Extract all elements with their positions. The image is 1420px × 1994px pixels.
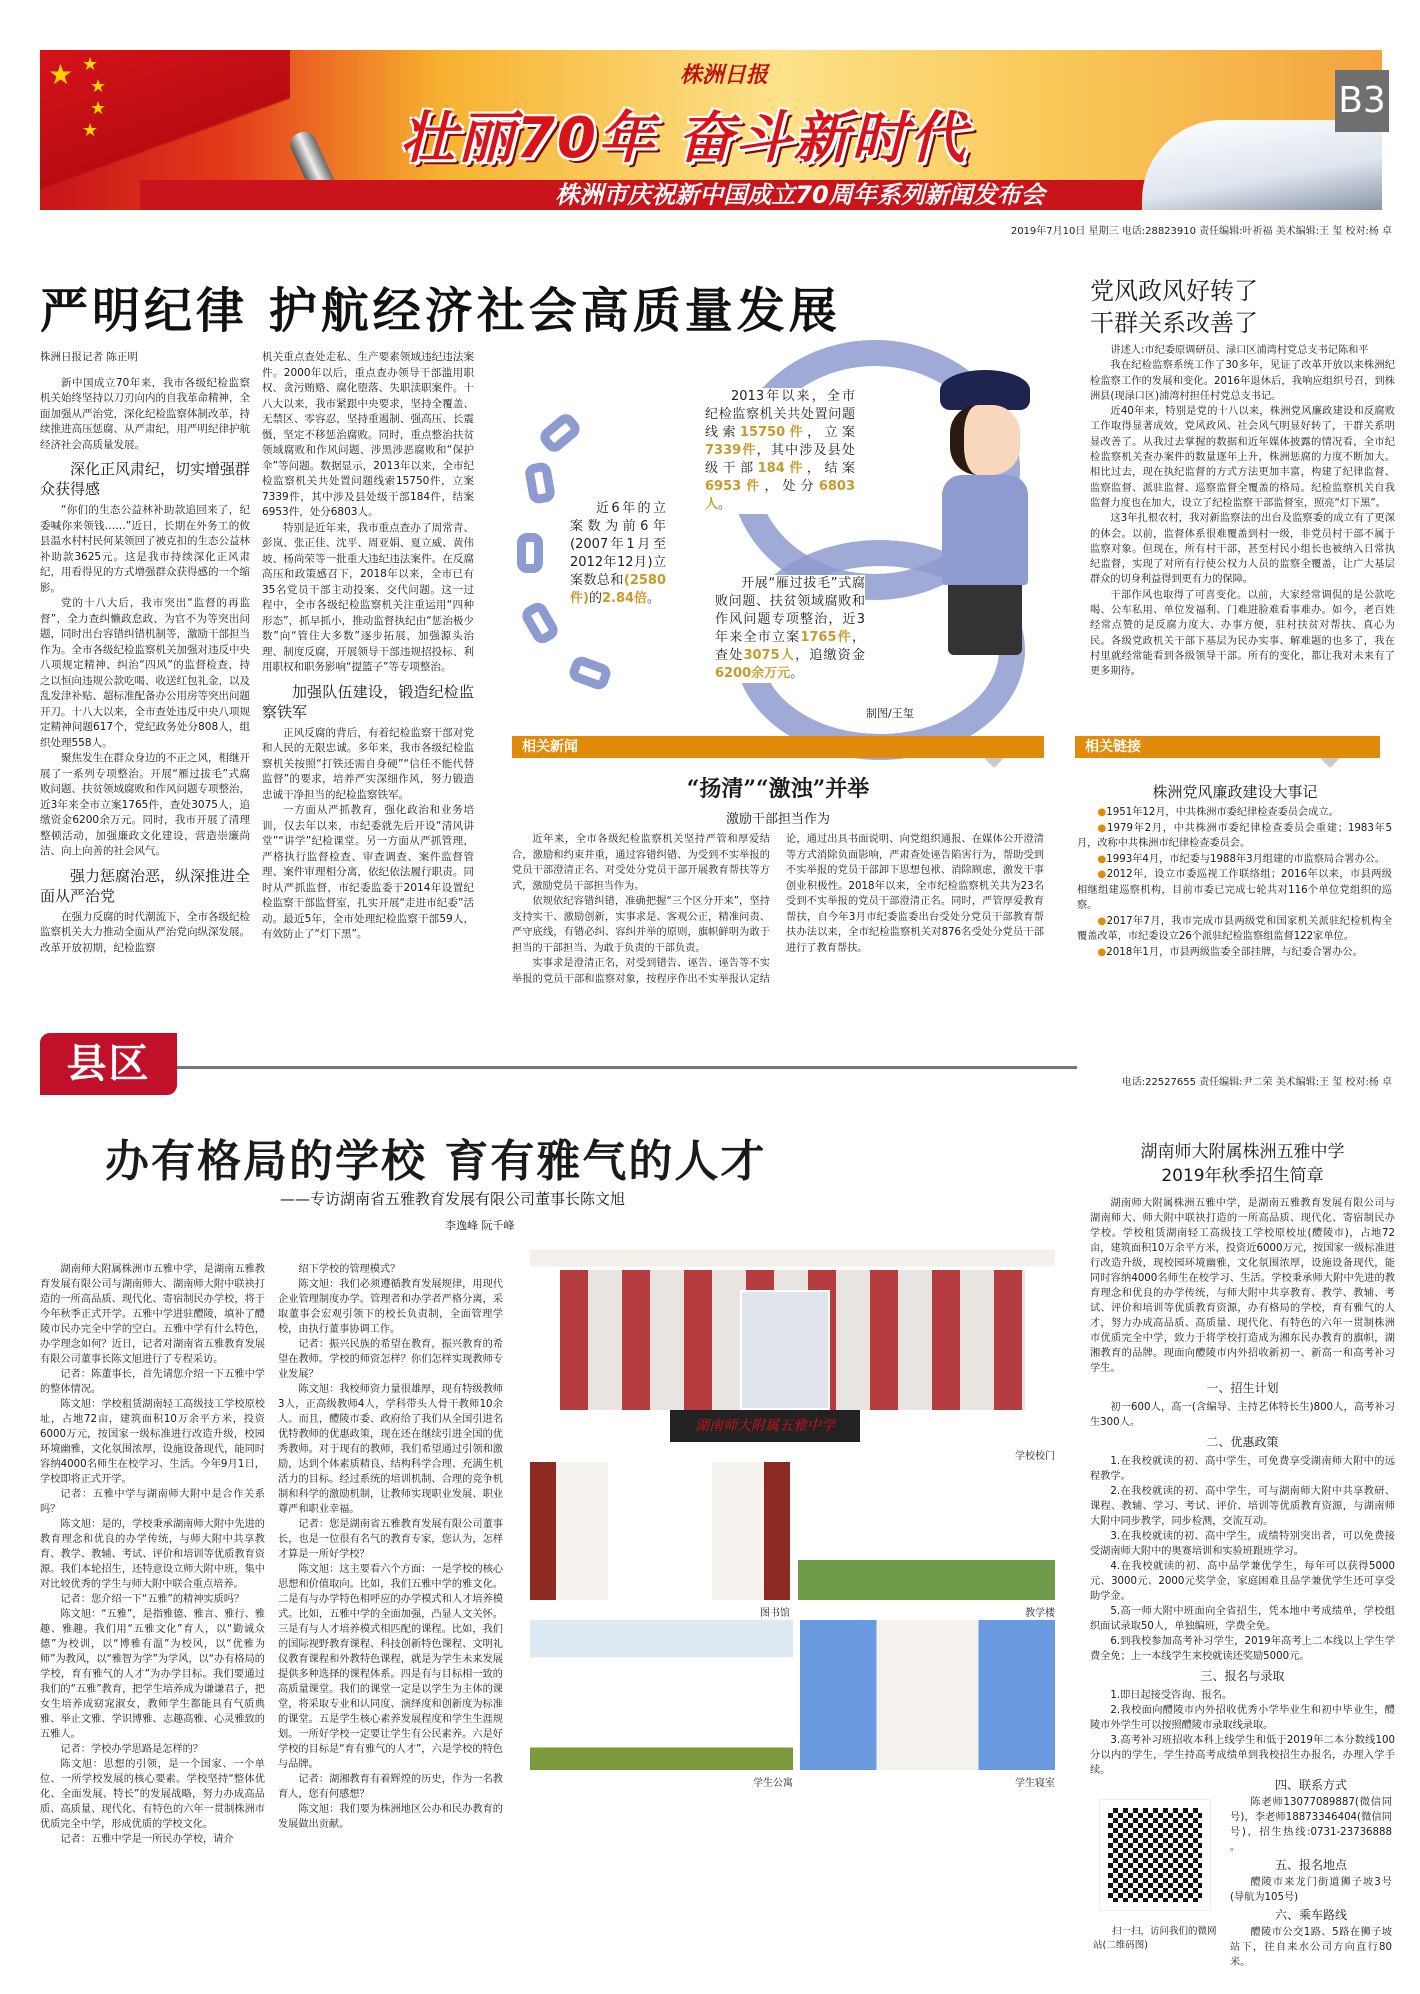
admission-title-line2: 2019年秋季招生简章 [1161, 1166, 1324, 1186]
stat-text: ，结案 [806, 461, 855, 476]
paragraph: 新中国成立70年来，我市各级纪检监察机关始终坚持以刀刃向内的自我革命精神，全面加强从严治党，深化纪检监察体制改革，持续推进高压惩腐、从严肃纪，用严明纪律护航经济社会高质量发展。 [40, 376, 250, 451]
stat-number: 1765件 [800, 630, 852, 645]
address-text: 醴陵市来龙门街道狮子坡3号(导航为105号) [1230, 1877, 1392, 1903]
paragraph: 记者：陈董事长，首先请您介绍一下五雅中学的整体情况。 [40, 1369, 265, 1395]
atrium-graphic [740, 1290, 830, 1410]
interview-column-2 [278, 1262, 503, 1987]
qr-caption: 扫一扫，访问我们的微网站(二维码图) [1093, 1926, 1217, 1951]
stat-text: 。 [718, 497, 732, 512]
star-icon: ★ [90, 76, 107, 97]
paragraph: 1.在我校就读的初、高中学生，可免费享受湖南师大附中的远程教学。 [1090, 1456, 1395, 1482]
speaker: 讲述人:市纪委原调研员、渌口区浦湾村党总支书记陈和平 [1110, 345, 1369, 356]
route-text: 醴陵市公交1路、5路在狮子坡站下，往自来水公司方向直行80米。 [1230, 1927, 1392, 1968]
paragraph: 记者：五雅中学与湖南师大附中是合作关系吗？ [40, 1489, 265, 1515]
banner-subtitle: 株洲市庆祝新中国成立70周年系列新闻发布会 [140, 180, 1180, 210]
related-news-body [512, 832, 1044, 1012]
timeline-text: 1951年12月，中共株洲市委纪律检查委员会成立。 [1106, 807, 1339, 818]
bullet-icon: ● [1097, 869, 1107, 880]
sidebar-headline-line1: 党风政风好转了 [1090, 277, 1258, 305]
star-icon: ★ [48, 58, 74, 91]
photo-caption: 学生寝室 [1015, 1778, 1055, 1789]
section-label-county: 县区 [40, 1033, 177, 1095]
stat-number: 6200余万元 [715, 666, 791, 681]
paragraph: 4.在我校就读的初、高中品学兼优学生，每年可以获得5000元、3000元、2000元奖学金，家庭困难且品学兼优学生还可享受助学金。 [1090, 1561, 1395, 1602]
bullet-icon: ● [1097, 822, 1108, 834]
chain-link [519, 599, 562, 647]
admission-title [1090, 1140, 1395, 1188]
stat-number: 2.84倍 [601, 591, 648, 606]
paragraph: 陈文旭：我们要为株洲地区公办和民办教育的发展做出贡献。 [278, 1804, 503, 1830]
stat-text: 的 [588, 591, 602, 606]
section-text: 初一600人，高一(含编导、主持艺体特长生)800人，高考补习生300人。 [1090, 1402, 1395, 1428]
stat-text: ，立案 [807, 425, 855, 440]
dormitory-photo [800, 1620, 1055, 1770]
stat-number: 3075人 [743, 648, 796, 663]
skirt-graphic [948, 585, 1022, 655]
school-gate-photo [530, 1250, 1055, 1442]
bullet-icon: ● [1097, 807, 1107, 818]
timeline-text: 2017年7月，我市完成市县两级党和国家机关派驻纪检机构全覆盖改革，市纪委设立26个派驻纪检监察组监督122家单位。 [1077, 915, 1392, 942]
article-headline: 严明纪律 护航经济社会高质量发展 [40, 283, 841, 339]
photo-caption: 学生公寓 [753, 1778, 793, 1789]
paragraph: 记者：湖湘教育有着辉煌的历史，作为一名教育人，您有何感想？ [278, 1774, 503, 1800]
admission-contact [1230, 1775, 1392, 1990]
section-heading: 三、报名与录取 [1200, 1669, 1285, 1683]
timeline-item [1077, 945, 1392, 961]
paragraph: 陈文旭：我们必须遵循教育发展规律，用现代企业管理制度办学。管理者和办学者严格分离，采取董事会宏观引领下的校长负责制，全面管理学校，由执行董事协调工作。 [278, 1279, 503, 1335]
paragraph: 陈文旭：是的，学校秉承湖南师大附中先进的教育理念和优良的办学传统，与师大附中共享教育、教学、教辅、考试、评价和培训等优质教育资源。我们本轮招生，还特意设立师大附中班，集中对比较优秀的学生与师大附中联合重点培养。 [40, 1519, 265, 1590]
admission-body [1090, 1196, 1395, 1776]
related-link-bar: 相关链接 [1075, 736, 1380, 758]
timeline-text: 1993年4月，市纪委与1988年3月组建的市监察局合署办公。 [1106, 853, 1386, 865]
timeline-text: 1979年2月，中共株洲市委纪律检查委员会重建；1983年5月，改称中共株洲市纪律检查委员会。 [1077, 822, 1392, 849]
stat-number: (2580件) [570, 573, 666, 606]
stat-box-2 [570, 500, 666, 608]
sidebar-headline-line2: 干群关系改善了 [1090, 309, 1258, 337]
paragraph: 6.到我校参加高考补习学生，2019年高考上二本线以上学生学费全免；上一本线学生来校就读还奖励5000元。 [1090, 1636, 1395, 1662]
related-news-headline: “扬清”“激浊”并举 [686, 776, 870, 802]
timeline-list [1077, 805, 1392, 1015]
related-news-bar: 相关新闻 [512, 736, 1044, 758]
section-divider [177, 1066, 1077, 1069]
paragraph: 干部作风也取得了可喜变化。以前，大家经常调侃的是公款吃喝、公车私用、单位发福利、门难进脸难看事难办。如今，老百姓经常点赞的是反腐力度大、办事方便，驻村扶贫对帮扶、真心为民。各级党政机关干部下基层为民办实事、解难题的也多了，我在村里就经常能看到各级领导干部。所有的变化，都让我对未来有了更多期待。 [1090, 589, 1395, 678]
timeline-text: 2018年1月，市县两级监委全部挂牌，与纪委合署办公。 [1106, 946, 1363, 958]
paragraph: 一方面从严抓教育，强化政治和业务培训，仅去年以来，市纪委就先后开设“清风讲堂”“讲学”纪检课堂。另一方面从严抓管理，严格执行监督检查、审查调查、案件监督管理、案件审理相分离，依纪依法履行职责。同时从严抓监督，市纪委监委于2014年设置纪检监察干部监督室，扎实开展“走进市纪委”活动。最近5年，全市处理纪检监察干部59人，有效防止了“灯下黑”。 [262, 804, 474, 940]
subheading: 深化正风肃纪，切实增强群众获得感 [40, 460, 250, 498]
article2-subtitle: ——专访湖南省五雅教育发展有限公司董事长陈文旭 [280, 1190, 626, 1208]
paragraph: 聚焦发生在群众身边的不正之风，相继开展了一系列专项整治。开展“雁过拔毛”式腐败问题、扶贫领域腐败和作风问题专项整治，近3年来全市立案1765件，查处3075人，追缴资金6200余万元。同时，我市开展了清理整顿活动，加强廉政文化建设，营造崇廉尚洁、向上向善的社会风气。 [40, 752, 250, 857]
face-graphic [950, 405, 1020, 475]
paragraph: 2.在我校就读的初、高中学生，可与湖南师大附中共享教研、课程、教辅、学习、考试、评价、培训等优质教育资源，与湖南师大附中同步教学，同步检测，交流互动。 [1090, 1486, 1395, 1527]
article-column-2 [262, 350, 474, 1000]
masthead-meta: 2019年7月10日 星期三 电话:28823910 责任编辑:叶祈福 美术编辑:王 玺 校对:杨 卓 [1010, 226, 1392, 237]
paragraph: 陈文旭：我校师资力量很雄厚，现有特级教师3人，正高级教师4人，学科带头人骨干教师10余人。而且，醴陵市委、政府给了我们从全国引进名优特教师的优惠政策，现在还在继续引进全国的优秀教师。对于现有的教师，我们希望通过引领和激励，达到个体素质精良、结构科学合理、充满生机活力的目标。经过系统的培训机制、合理的竞争机制和科学的激励机制，让教师实现职业发展、职业尊严和职业幸福。 [278, 1384, 503, 1515]
paragraph: 近40年来，特别是党的十八以来，株洲党风廉政建设和反腐败工作取得显著成效，党风政风、社会风气明显好转了，干群关系明显改善了。从我过去掌握的数据和近年媒体披露的情况看，全市纪检监察机关查办案件的数量逐年上升，株洲惩腐的力度不断加大。相比过去，现在执纪监督的方式方法更加丰富，构建了纪律监督、监察监督、派驻监督、巡察监督全覆盖的格局。纪检监察机关自我监督力度也在加大，设立了纪检监察干部监督室，照亮“灯下黑”。 [1090, 406, 1395, 509]
section-heading: 五、报名地点 [1274, 1858, 1347, 1872]
article-column-1 [40, 350, 250, 1000]
star-icon: ★ [82, 54, 99, 75]
paragraph: 陈文旭：这主要看六个方面：一是学校的核心思想和价值取向。比如，我们五雅中学的雅文化。二是有与办学特色相呼应的办学模式和人才培养模式。比如，五雅中学的全面加强，凸显人文关怀。三是有与人才培养模式相匹配的课程。比如，我们的国际视野教育课程、科技创新特色课程、文明礼仪教育课程和外教特色课程，就是为学生未来发展提供多种选择的课程体系。四是有与目标相一致的高质量课堂。我们的课堂一定是以学生为主体的课堂，将采取专业和认同度、演绎度和创新度为标准的课堂。五是学生核心素养发展程度和学生生涯规划。一所好学校一定要让学生有公民素养。六是好学校的目标是“育有雅气的人才”，六是学校的特色与品牌。 [278, 1564, 503, 1770]
library-photo [530, 1462, 790, 1600]
paragraph: 陈文旭：学校租赁湖南轻工高级技工学校原校址，占地72亩，建筑面积10万余平方米，投资6000万元，按国家一级标准进行改造升级，校园环境幽雅，文化氛围浓厚，设施设备现代，能同时容纳4000名师生在校学习、生活。今年9月1日，学校即将正式开学。 [40, 1399, 265, 1485]
subheading: 加强队伍建设，锻造纪检监察铁军 [262, 682, 474, 721]
stat-text: 。 [790, 666, 804, 681]
county-meta: 电话:22527655 责任编辑:尹二荣 美术编辑:王 玺 校对:杨 卓 [1121, 1077, 1392, 1088]
uniform-graphic [942, 475, 1028, 585]
newspaper-logo: 株洲日报 [680, 62, 769, 88]
article2-byline: 李逸峰 阮千峰 [445, 1219, 515, 1232]
paragraph: 记者：您是湖南省五雅教育发展有限公司董事长，也是一位很有名气的教育专家，您认为，怎样才算是一所好学校？ [278, 1519, 503, 1560]
admission-intro: 湖南师大附属株洲五雅中学，是湖南五雅教育发展有限公司与湖南师大、师大附中联袂打造的一所高品质、现代化、寄宿制民办学校。学校租赁湖南轻工高级技工学校原校址(醴陵市)，占地72亩，建筑面积10万余平方米，投资近6000万元，按国家一级标准进行改造升级，现校园环境幽雅，文化氛围浓厚，设施设备现代，能同时容纳4000名师生在校学习、生活。学校秉承师大附中先进的教育理念和优良的办学传统，与师大附中共享教育、教学、教辅、考试、评价和培训等优质教育资源，办有格局的学校，育有雅气的人才，努力办成高品质、高质量、现代化、有特色的六年一贯制株洲市优质完全中学，致力于将学校打造成为湘东民办教育的旗帜，湖湘教育的品牌。现面向醴陵市内外招收新初一、新高一和高考补习学生。 [1090, 1198, 1395, 1374]
paragraph: 3.高考补习班招收本科上线学生和低于2019年二本分数线100分以内的学生，学生持高考成绩单到我校招生办报名，办理入学手续。 [1090, 1735, 1395, 1776]
star-icon: ★ [82, 120, 99, 141]
stat-text: 近6年的立案数为前6年(2007年1月至2012年12月)立案数总和 [570, 501, 666, 588]
paragraph: 2.我校面向醴陵市内外招收优秀小学毕业生和初中毕业生，醴陵市外学生可以按照醴陵市录取线录取。 [1090, 1705, 1395, 1731]
section-heading: 二、优惠政策 [1206, 1435, 1279, 1449]
paragraph: 机关重点查处走私、生产要素领域违纪违法案件。2000年以后，重点查办领导干部滥用职权、贪污贿赂、腐化堕落、失职渎职案件。十八大以来，我市紧跟中央要求，坚持全覆盖、无禁区、零容忍，坚持重遏制、强高压、长震慑，坚定不移惩治腐败。同时，重点整治扶贫领域腐败和作风问题、涉黑涉恶腐败和“保护伞”等问题。数据显示，2013年以来，全市纪检监察机关共处置问题线索15750件，立案7339件，其中涉及县处级干部184件，结案6953件，处分6803人。 [262, 351, 474, 518]
banner-title: 壮丽70年 奋斗新时代 [400, 106, 968, 171]
paragraph: 依规依纪容错纠错，准确把握“三个区分开来”，坚持支持实干、激励创新，实事求是、客观公正，精准问责、严守底线，有错必纠、容纠并举的原则，旗帜鲜明为敢于担当的干部担当、为敢于负责的干部负责。 [512, 896, 770, 954]
stat-number: 15750件 [739, 425, 808, 440]
timeline-item [1077, 867, 1392, 914]
chain-link [517, 533, 543, 573]
paragraph: 记者：学校办学思路是怎样的？ [60, 1744, 204, 1755]
paragraph: 记者：振兴民族的希望在教育，振兴教育的希望在教师。学校的师资怎样？你们怎样实现教师专业发展？ [278, 1339, 503, 1380]
stat-number: 7339件 [705, 443, 757, 458]
stat-box-1 [705, 388, 855, 514]
timeline-text: 2012年，设立市委巡视工作联络组；2016年以来，市县两级相继组建巡察机构，目前市委已完成七轮共对116个单位党组织的巡察。 [1077, 869, 1392, 911]
photo-caption: 图书馆 [760, 1608, 790, 1619]
stat-text: ，处分 [764, 479, 819, 494]
stat-number: 6953件 [705, 479, 765, 494]
byline: 株洲日报记者 陈正明 [40, 351, 138, 363]
star-icon: ★ [90, 98, 107, 119]
interview-column-1 [40, 1262, 265, 1987]
paragraph: 绍下学校的管理模式？ [298, 1264, 401, 1275]
chain-link [567, 654, 613, 692]
article2-headline: 办有格局的学校 育有雅气的人才 [105, 1136, 767, 1187]
timeline-item [1077, 914, 1392, 945]
paragraph: 我在纪检监察系统工作了30多年，见证了改革开放以来株洲纪检监察工作的发展和变化。2016年退休后，我响应组织号召，到株洲县(现渌口区)浦湾村担任村党总支书记。 [1090, 360, 1395, 402]
paragraph: 1.即日起接受咨询、报名。 [1110, 1690, 1233, 1701]
sidebar-headline [1090, 275, 1258, 339]
section-heading: 一、招生计划 [1206, 1381, 1279, 1395]
paragraph: 记者：五雅中学是一所民办学校，请介 [60, 1834, 234, 1845]
stat-number: 6803人 [705, 479, 855, 512]
cap-graphic [940, 370, 1030, 410]
sidebar-body [1090, 343, 1395, 728]
page-number: B3 [1335, 70, 1389, 132]
paragraph: 记者：您介绍一下“五雅”的精神实质吗？ [60, 1594, 245, 1605]
timeline-item [1077, 805, 1392, 821]
photo-caption: 学校校门 [1015, 1451, 1055, 1462]
stat-text: 2013年以来，全市纪检监察机关共处置问题线索 [705, 389, 855, 440]
officer-illustration [920, 370, 1050, 710]
teaching-building-photo [798, 1462, 1055, 1600]
paragraph: 陈文旭：思想的引领，是一个国家、一个单位、一所学校发展的核心要素。学校坚持“整体优化、全面发展、特长”的发展战略，努力办成高品质、高质量、现代化、有特色的六年一贯制株洲市优质完全中学，形成优质的学校文化。 [40, 1759, 265, 1830]
graphic-credit: 制图/王玺 [866, 707, 914, 720]
timeline-item [1077, 852, 1392, 868]
train-graphic [1142, 120, 1382, 210]
paragraph: “你们的生态公益林补助款追回来了，纪委喊你来领钱……”近日，长期在外务工的攸县温水村村民何某领回了被克扣的生态公益林补助款3625元。这是我市持续深化正风肃纪，用看得见的方式增强群众获得感的一个缩影。 [40, 504, 250, 594]
stat-number: 184件 [757, 461, 807, 476]
stat-text: ，查处 [715, 630, 865, 663]
stat-text: 。 [647, 591, 661, 606]
section-heading: 六、乘车路线 [1274, 1908, 1347, 1922]
trees-graphic [798, 1560, 1055, 1600]
timeline-item [1077, 821, 1392, 852]
paragraph: 正风反腐的背后，有着纪检监察干部对党和人民的无限忠诚。多年来，我市各级纪检监察机关按照“打铁还需自身硬”“信任不能代替监督”的要求，培养严实深细作风，努力锻造忠诚干净担当的纪检监察铁军。 [262, 726, 474, 801]
gate-sign: 湖南师大附属五雅中学 [670, 1410, 860, 1442]
photo-caption: 教学楼 [1025, 1608, 1055, 1619]
related-link-title: 株洲党风廉政建设大事记 [1152, 783, 1318, 801]
paragraph: 实事求是澄清正名，对受到错告、诬告、诬告等不实举报的党员干部和监察对象，按程序作出不实举报认定结论，通过出具书面说明、向党组织通报、在媒体公开澄清等方式消除负面影响，严肃查处诬告陷害行为，帮助受到不实举报的党员干部卸下思想包袱、消除顾虑，激发干事创业积极性。2018年以来，全市纪检监察机关共为23名受到不实举报的党员干部澄清正名。同时，严管厚爱教育帮扶，自今年3月市纪委监委出台受处分党员干部教育帮扶办法以来，全市纪检监察机关对876名受处分党员干部进行了教育帮扶。 [512, 834, 1044, 985]
stat-box-3 [715, 575, 865, 683]
section-heading: 四、联系方式 [1274, 1778, 1347, 1792]
bullet-icon: ● [1097, 915, 1107, 927]
paragraph: 党的十八大后，我市突出“监督的再监督”，全力查纠懒政怠政、为官不为等突出问题，同时出台容错纠错机制等，激励干部担当作为。全市各级纪检监察机关加强对违反中央八项规定精神、纠治“四风”的监督检查，持之以恒向违规公款吃喝、收送红包礼金，以及乱发津补贴、超标准配备办公用房等突出问题开刀。十八大以来，全市查处违反中央八项规定精神问题617个，党纪政务处分808人，组织处理558人。 [40, 597, 250, 749]
bullet-icon: ● [1097, 946, 1107, 958]
paragraph: 这3年扎根农村，我对新监察法的出台及监察委的成立有了更深的体会。以前，监督体系很难覆盖到村一级，非党员村干部不属于监察对象。但现在，所有村干部，甚至村民小组长也被纳入日常执纪监督，实现了对所有行使公权力人员的监察全覆盖，让广大基层群众的切身利益得到更有力的保障。 [1090, 513, 1395, 586]
paragraph: 5.高一师大附中班面向全省招生，凭本地中考成绩单，学校组织面试录取50人，单独编班，学费全免。 [1090, 1606, 1395, 1632]
admission-title-line1: 湖南师大附属株洲五雅中学 [1140, 1142, 1345, 1162]
paragraph: 3.在我校就读的初、高中学生，成绩特别突出者，可以免费接受湖南师大附中的奥赛培训和实验班跟班学习。 [1090, 1531, 1395, 1557]
related-news-subhead: 激励干部担当作为 [725, 812, 830, 827]
subheading: 强力惩腐治恶，纵深推进全面从严治党 [40, 866, 250, 905]
qr-code[interactable] [1100, 1800, 1210, 1910]
paragraph: 特别是近年来，我市重点查办了周常青、彭岚、张正佳、沈平、周亚娟、夏立威、黄伟坡、杨尚荣等一批重大违纪违法案件。在反腐高压和政策感召下，2018年以来，全市已有35名党员干部主动投案、交代问题。这一过程中，全市各级纪检监察机关注重运用“四种形态”，抓早抓小，推动监督执纪由“惩治极少数”向“管住大多数”逐步拓展，加强源头治理、制度反腐，开展领导干部违规招投标、利用职权和职务影响“提篮子”等专项整治。 [262, 521, 474, 673]
stat-text: ，其中涉及县处级干部 [705, 443, 855, 476]
bullet-icon: ● [1097, 853, 1107, 865]
stat-text: ，追缴资金 [795, 648, 865, 663]
paragraph: 湖南师大附属株洲市五雅中学，是湖南五雅教育发展有限公司与湖南师大、湖南师大附中联袂打造的一所高品质、现代化、寄宿制民办学校，将于今年秋季正式开学。五雅中学进驻醴陵，填补了醴陵市民办完全中学的空白。五雅中学有什么特色，办学理念如何？近日，记者对湖南省五雅教育发展有限公司董事长陈文旭进行了专程采访。 [40, 1264, 265, 1365]
student-apartment-photo [530, 1620, 793, 1770]
chain-link [536, 410, 583, 456]
stat-text: 开展“雁过拔毛”式腐败问题、扶贫领域腐败和作风问题专项整治，近3年来全市立案 [715, 576, 865, 645]
chain-link [524, 461, 557, 505]
paragraph: 在强力反腐的时代潮流下，全市各级纪检监察机关大力推动全面从严治党向纵深发展。改革开放初期，纪检监察 [40, 910, 250, 954]
contact-text: 陈老师13077089887(微信同号)，李老师18873346404(微信同号)，招生热线:0731-23736888 。 [1230, 1797, 1392, 1853]
paragraph: 陈文旭：“五雅”，是指雅德、雅言、雅行、雅趣、雅趣。我们用“五雅文化”育人，以“勤诚众德”为校训，以“博雅有温”为校风，以“优雅为师”为教风，以“雅智为学”为学风，以“办有格局的学校，育有雅气的人才”为办学目标。我们要通过我们的“五雅”教育，把学生培养成为谦谦君子，把女生培养成窈窕淑女，教师学生都能具有气质典雅、举止文雅、学识博雅、志趣高雅、心灵雅致的五雅人。 [40, 1609, 265, 1740]
paragraph: 近年来，全市各级纪检监察机关坚持严管和厚爱结合，激励和约束并重，通过容错纠错、为受到不实举报的党员干部澄清正名、对受处分党员干部开展教育帮扶等方式，激励党员干部担当作为。 [512, 834, 770, 892]
section-banner [40, 50, 1382, 210]
